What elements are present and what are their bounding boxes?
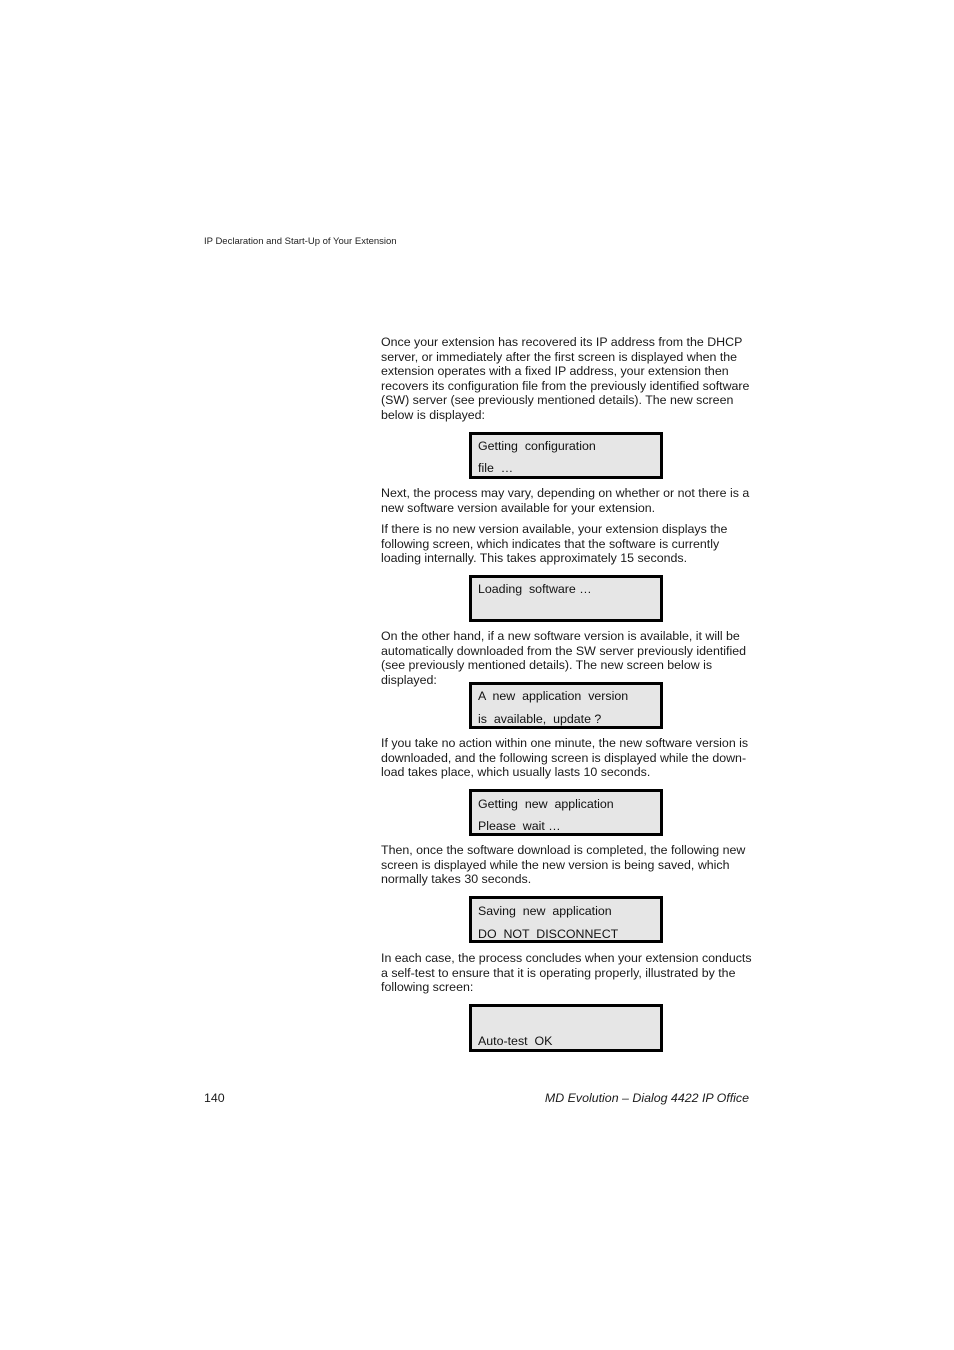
screen-line-1: Saving new application (478, 904, 612, 918)
paragraph-no-new-version: If there is no new version available, your extension displays the following screen, which indicates that the software is currently loading internally. This takes approximately 15 seconds. (381, 522, 728, 565)
display-screen-auto-test-ok (469, 1004, 663, 1052)
screen-line-2: DO NOT DISCONNECT (478, 927, 619, 941)
paragraph-new-version-available: On the other hand, if a new software version is available, it will be automatically downloaded from the SW server previously identified (see previously mentioned details). The new screen below is displayed: (381, 629, 747, 687)
paragraph-config-recovery: Once your extension has recovered its IP address from the DHCP server, or immediately after the first screen is displayed when the extension operates with a fixed IP address, your extension then recovers its configuration file from the previously identified software (SW) server (see previously mentioned details). The new screen below is displayed: (381, 335, 750, 422)
display-screen-getting-new-application (469, 789, 663, 836)
page-number: 140 (204, 1091, 225, 1105)
screen-line-1: Getting new application (478, 797, 614, 811)
paragraph-download-in-progress: If you take no action within one minute, the new software version is downloaded, and the following screen is displayed while the down-load takes place, which usually lasts 10 seconds. (381, 736, 749, 779)
screen-line-1: Getting configuration (478, 439, 596, 453)
display-screen-new-application-version (469, 682, 663, 729)
screen-line-2: is available, update ? (478, 712, 602, 726)
paragraph-saving-new-version: Then, once the software download is completed, the following new screen is displayed while the new version is being saved, which normally takes 30 seconds. (381, 843, 746, 886)
screen-line-2: file … (478, 461, 514, 475)
document-title: MD Evolution – Dialog 4422 IP Office (544, 1091, 749, 1105)
running-header: IP Declaration and Start-Up of Your Extension (204, 236, 397, 247)
screen-line-1: A new application version (478, 689, 629, 703)
display-screen-loading-software (469, 575, 663, 622)
paragraph-self-test: In each case, the process concludes when your extension conducts a self-test to ensure that it is operating properly, illustrated by the following screen: (381, 951, 752, 994)
paragraph-process-varies: Next, the process may vary, depending on whether or not there is a new software version available for your extension. (381, 486, 750, 515)
screen-line-2: Auto-test OK (478, 1034, 553, 1048)
display-screen-getting-configuration (469, 432, 663, 479)
screen-line-2: Please wait … (478, 819, 561, 833)
display-screen-saving-new-application (469, 896, 663, 943)
screen-line-1: Loading software … (478, 582, 592, 596)
